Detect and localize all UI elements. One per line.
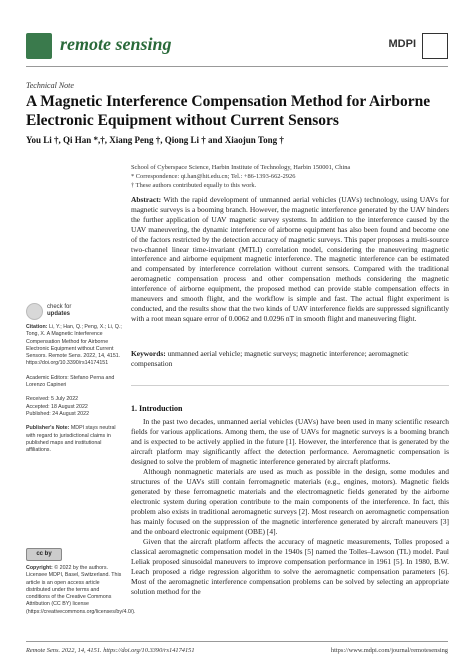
mdpi-logo-icon[interactable] <box>422 33 448 59</box>
footer-journal-link[interactable]: https://www.mdpi.com/journal/remotesensing <box>330 647 448 654</box>
cc-by-license-icon[interactable]: cc by <box>26 548 62 561</box>
footer-citation[interactable]: Remote Sens. 2022, 14, 4151. https://doi.org/10.3390/rs14174151 <box>26 647 195 654</box>
editors-label: Academic Editors: <box>26 374 69 381</box>
sidebar-info <box>26 324 124 461</box>
check-line1: check for <box>47 304 72 310</box>
dates <box>26 396 124 418</box>
citation-label: Citation: <box>26 324 48 330</box>
header-divider <box>26 66 448 67</box>
correspondence[interactable]: * Correspondence: qi.han@hit.edu.cn; Tel.: +86-1393-662-2926 <box>131 173 296 180</box>
intro-paragraph-2: Although nonmagnetic materials are used as much as possible in the design, some modules and structures of the UAVs still contain ferromagnetic materials (e.g., engines, motors). Magnetic fields generated by these ferromagnetic materials and the electromagnetic fields generated by the airborne electronic system during operation contribute to the main components of the interference. In fact, this problem also exists in traditional aeromagnetic surveys [2]. Most research on aeromagnetic compensation has mainly focused on the suppression of the magnetic interference generated by aircraft maneuvers [3] and the onboard electronic equipment (OBE) [4]. <box>131 467 449 536</box>
citation <box>26 324 124 368</box>
journal-logo-icon <box>26 33 52 59</box>
publisher-note-label: Publisher's Note: <box>26 425 70 432</box>
abstract-text: With the rapid development of unmanned aerial vehicles (UAVs) technology, using UAVs for magnetic surveys is a booming branch. However, the magnetic interference generated by the UAV hinders the further application of UAV magnetic survey systems. In addition to the interference caused by the UAV maneuvering, the dynamic interference of airborne equipment has also been found and become one of the factors restricted by the detection accuracy of magnetic surveys. This paper proposes a multi-source two-channel linear time-invariant (MTLI) correlation model, considering the maneuvering magnetic interference and airborne equipment magnetic interference. The magnetic interference can be estimated and compensated by interference correlation without current sensors. Compared with the traditional aeromagnetic compensation process and other compensation methods considering the magnetic interference of airborne equipment, the proposed method can provide stable compensation effects in maneuvers and smooth flight, and the workflow is simple and fast. The actual flight experiment is conducted, and the results show that the two kinds of UAV interference fields are suppressed significantly with a root mean square error of 0.0062 and 0.0296 nT in smooth flight and maneuvering flight. <box>131 195 449 323</box>
journal-header <box>26 31 448 61</box>
keywords <box>131 349 449 369</box>
check-for-updates-icon[interactable] <box>26 303 43 320</box>
article-type: Technical Note <box>26 81 74 90</box>
keywords-label: Keywords: <box>131 349 166 358</box>
keywords-text: unmanned aerial vehicle; magnetic surveys; magnetic interference; aeromagnetic compensation <box>131 349 409 368</box>
abstract <box>131 195 449 324</box>
keywords-divider <box>131 385 449 386</box>
author-list: You Li †, Qi Han *,†, Xiang Peng †, Qiong Li † and Xiaojun Tong † <box>26 135 284 145</box>
equal-contribution-note: † These authors contributed equally to this work. <box>131 182 257 189</box>
journal-name[interactable]: remote sensing <box>60 34 172 54</box>
abstract-label: Abstract: <box>131 195 162 204</box>
academic-editors <box>26 375 124 390</box>
copyright-text: © 2022 by the authors. Licensee MDPI, Basel, Switzerland. This article is an open access article distributed under the terms and conditions of the Creative Commons Attribution (CC BY) license (https://creativecommons.org/licenses/by/4.0/). <box>26 565 136 615</box>
intro-paragraph-3: Given that the aircraft platform affects the accuracy of magnetic measurements, Tolles proposed a classical aeromagnetic compensation model in the 1940s [5] named the Tolles–Lawson (TL) model. Paul Leliak proposed sinusoidal maneuvers to improve compensation performance in 1961 [5]. In 1980, B.W. Leach proposed a ridge regression algorithm to solve the aeromagnetic compensation parameters [6]. Most of the aeromagnetic interference compensation problems can be solved by selecting an appropriate solution method for the <box>131 537 449 596</box>
footer-divider <box>26 641 448 642</box>
section-heading-introduction: 1. Introduction <box>131 404 183 413</box>
introduction-body <box>131 417 449 597</box>
editors-text: Stefano Perna and Lorenzo Capineri <box>26 374 115 389</box>
check-line2: updates <box>47 311 71 317</box>
check-for-updates[interactable] <box>47 304 71 318</box>
article-title: A Magnetic Interference Compensation Method for Airborne Electronic Equipment without Current Sensors <box>26 93 431 129</box>
copyright-label: Copyright: <box>26 565 53 571</box>
citation-text[interactable]: Li, Y.; Han, Q.; Peng, X.; Li, Q.; Tong, X. A Magnetic Interference Compensation Method for Airborne Electronic Equipment without Current Sensors. Remote Sens. 2022, 14, 4151. https://doi.org/10.3390/rs14174151 <box>26 324 122 367</box>
publisher-note <box>26 425 124 454</box>
affiliation-block <box>131 163 461 190</box>
publisher-note-text: MDPI stays neutral with regard to jurisdictional claims in published maps and institutional affiliations. <box>26 425 116 454</box>
accepted-date: Accepted: 18 August 2022 <box>26 403 88 410</box>
publisher-name[interactable]: MDPI <box>388 38 416 50</box>
received-date: Received: 5 July 2022 <box>26 396 79 403</box>
intro-paragraph-1: In the past two decades, unmanned aerial vehicles (UAVs) have been used in many scientific research fields for various applications. Among them, the use of UAVs for magnetic surveys is a booming branch and is expected to be actively applied in the future [1]. However, the interference that is generated by the aircraft platform may significantly affect the detection performance. Aeromagnetic compensation is designed to solve the problem of magnetic interference generated by aircraft platforms. <box>131 417 449 466</box>
published-date: Published: 24 August 2022 <box>26 410 90 417</box>
copyright <box>26 565 136 616</box>
affiliation: School of Cyberspace Science, Harbin Institute of Technology, Harbin 150001, China <box>131 164 351 171</box>
